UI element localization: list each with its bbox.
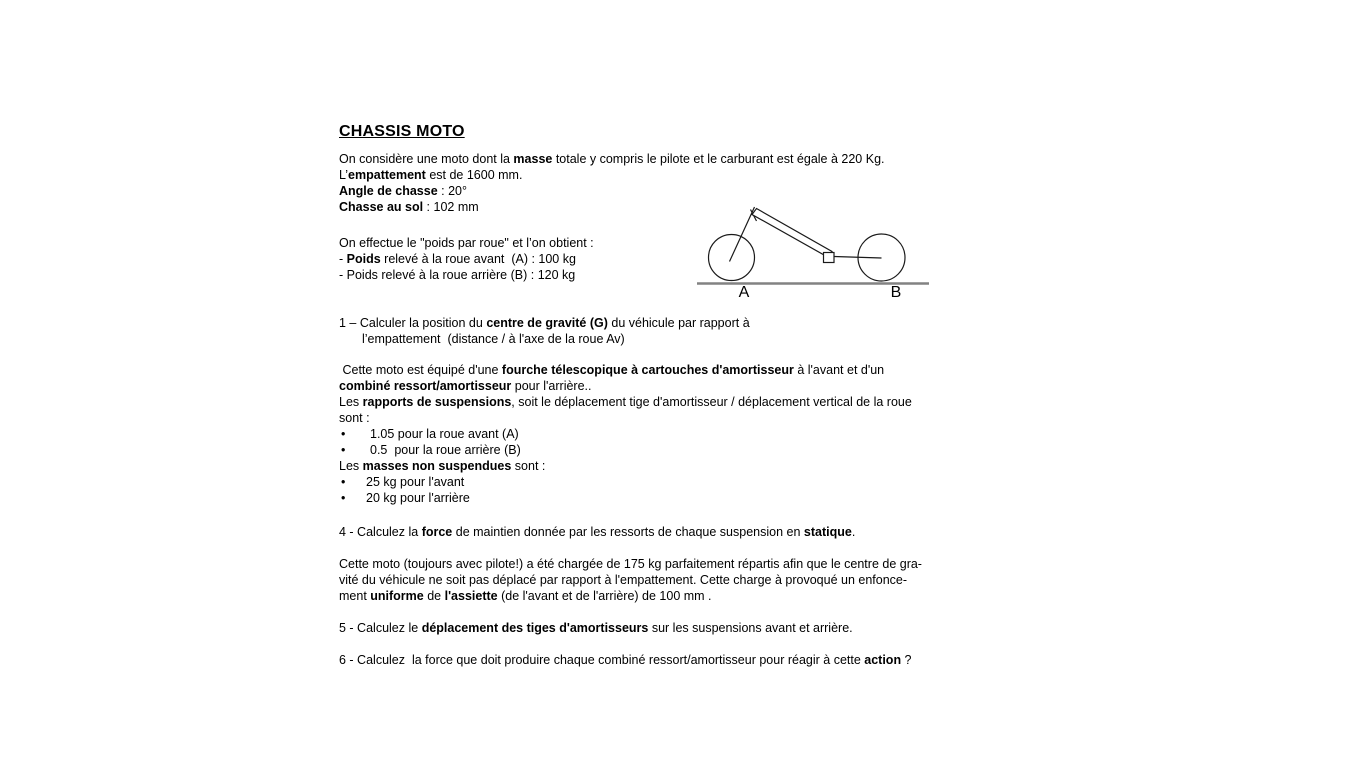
text-segment: (de l'avant et de l'arrière) de 100 mm . [497, 589, 712, 603]
text-segment-bold: masse [513, 152, 553, 166]
text-segment: On effectue le "poids par roue" et l’on obtient : [339, 236, 594, 250]
bullet-marker: • [341, 475, 346, 489]
text-segment: relevé à la roue avant (A) : 100 kg [380, 252, 576, 266]
bullet-marker: • [341, 443, 346, 457]
text-segment: de [423, 589, 445, 603]
text-line [339, 151, 1039, 167]
text-segment-bold: uniforme [370, 589, 424, 603]
text-segment: de maintien donnée par les ressorts de chaque suspension en [452, 525, 804, 539]
text-line [339, 572, 1039, 588]
question-6 [339, 652, 1039, 668]
bullet-marker: • [341, 427, 346, 441]
text-segment: Cette moto est équipé d'une [339, 363, 502, 377]
text-segment: 20 kg pour l'arrière [366, 491, 470, 505]
text-segment: 4 - Calculez la [339, 525, 422, 539]
text-line [339, 458, 1039, 474]
text-segment-bold: empattement [348, 168, 426, 182]
text-line [339, 556, 1039, 572]
text-segment: . [851, 525, 856, 539]
text-segment: sont : [339, 411, 370, 425]
text-segment: : 20° [437, 184, 467, 198]
text-segment: ment [339, 589, 371, 603]
question-4 [339, 524, 1039, 540]
text-segment: totale y compris le pilote et le carburant est égale à 220 Kg. [552, 152, 885, 166]
text-segment: vité du véhicule ne soit pas déplacé par rapport à l'empattement. Cette charge à provoqué un enfonce- [339, 573, 908, 587]
text-segment-bold: statique [803, 525, 852, 539]
load-paragraph [339, 556, 1039, 604]
text-segment: 5 - Calculez le [339, 621, 422, 635]
text-segment-bold: rapports de suspensions [362, 395, 512, 409]
text-line [339, 442, 1039, 458]
text-segment-bold: fourche télescopique à cartouches d'amortisseur [501, 363, 794, 377]
bullet-marker: • [341, 491, 346, 505]
front-wheel-label: A [738, 284, 750, 301]
text-segment: , soit le déplacement tige d'amortisseur / déplacement vertical de la roue [511, 395, 912, 409]
text-segment: L’ [339, 168, 349, 182]
document-title [339, 123, 1039, 140]
text-segment: 1 – Calculer la position du [339, 316, 487, 330]
text-line [339, 426, 1039, 442]
text-segment: Les [339, 459, 363, 473]
text-segment: sur les suspensions avant et arrière. [648, 621, 853, 635]
text-segment: 0.5 pour la roue arrière (B) [370, 443, 521, 457]
text-segment: à l'avant et d'un [793, 363, 885, 377]
text-segment-bold: l'assiette [444, 589, 498, 603]
document-title-text: CHASSIS MOTO [339, 123, 465, 140]
text-segment: 1.05 pour la roue avant (A) [370, 427, 519, 441]
text-segment: ? [901, 653, 912, 667]
text-segment: l’empattement (distance / à l'axe de la roue Av) [362, 332, 625, 346]
text-segment-bold: combiné ressort/amortisseur [339, 379, 512, 393]
text-segment: 6 - Calculez la force que doit produire chaque combiné ressort/amortisseur pour réagir à cette [339, 653, 865, 667]
text-segment: est de 1600 mm. [425, 168, 523, 182]
text-segment-bold: force [421, 525, 453, 539]
text-line [339, 588, 1039, 604]
text-segment: Les [339, 395, 363, 409]
text-line [339, 362, 1039, 378]
question-1 [339, 315, 1039, 347]
text-segment-bold: Angle de chasse [339, 184, 438, 198]
text-segment: - [339, 252, 347, 266]
text-line [339, 331, 1039, 347]
moto-diagram [690, 193, 935, 305]
text-line [339, 490, 1039, 506]
text-segment-bold: masses non suspendues [362, 459, 512, 473]
rear-wheel-label: B [890, 284, 902, 301]
text-line [339, 167, 1039, 183]
pivot-square [824, 253, 835, 263]
text-line [339, 620, 1039, 636]
text-line [339, 652, 1039, 668]
text-segment: sont : [511, 459, 546, 473]
text-segment: Cette moto (toujours avec pilote!) a été chargée de 175 kg parfaitement répartis afin que le centre de gra- [339, 557, 922, 571]
question-5 [339, 620, 1039, 636]
text-segment: 25 kg pour l'avant [366, 475, 465, 489]
text-line [339, 378, 1039, 394]
text-line [339, 394, 1039, 410]
text-segment-bold: Poids [346, 252, 381, 266]
text-segment: : 102 mm [423, 200, 479, 214]
text-line [339, 315, 1039, 331]
text-segment-bold: centre de gravité (G) [486, 316, 608, 330]
text-segment-bold: action [864, 653, 902, 667]
text-line [339, 524, 1039, 540]
text-line [339, 410, 1039, 426]
suspension-specs-paragraph [339, 362, 1039, 506]
text-segment: du véhicule par rapport à [607, 316, 750, 330]
text-line [339, 474, 1039, 490]
text-segment: On considère une moto dont la [339, 152, 514, 166]
text-segment-bold: déplacement des tiges d'amortisseurs [421, 621, 649, 635]
text-segment-bold: Chasse au sol [339, 200, 424, 214]
text-segment: pour l'arrière.. [511, 379, 592, 393]
text-segment: - Poids relevé à la roue arrière (B) : 120 kg [339, 268, 576, 282]
frame-beam [752, 209, 832, 258]
